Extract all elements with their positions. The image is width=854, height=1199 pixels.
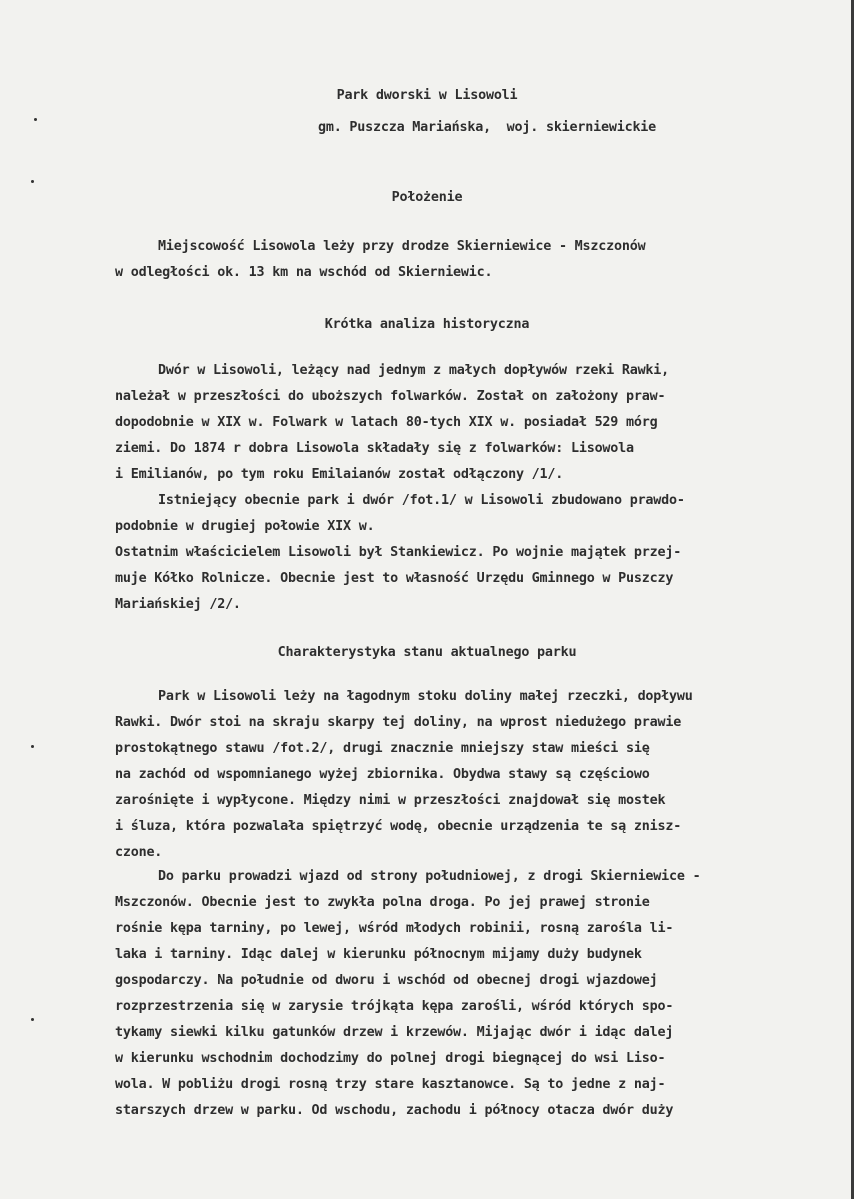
paragraph-line: w odległości ok. 13 km na wschód od Skierniewic. [115,265,493,280]
paragraph-line: Do parku prowadzi wjazd od strony południowej, z drogi Skierniewice - [158,869,701,884]
paragraph-line: na zachód od wspomnianego wyżej zbiornika. Obydwa stawy są częściowo [115,767,650,782]
paragraph-line: wola. W pobliżu drogi rosną trzy stare kasztanowce. Są to jedne z naj- [115,1077,666,1092]
paragraph-line: Park w Lisowoli leży na łagodnym stoku doliny małej rzeczki, dopływu [158,689,693,704]
paragraph-line: tykamy siewki kilku gatunków drzew i krzewów. Mijając dwór i idąc dalej [115,1025,674,1040]
paragraph-line: i Emilianów, po tym roku Emilaianów został odłączony /1/. [115,467,564,482]
paragraph-line: laka i tarniny. Idąc dalej w kierunku północnym mijamy duży budynek [115,947,642,962]
paragraph-line: ziemi. Do 1874 r dobra Lisowola składały się z folwarków: Lisowola [115,441,634,456]
margin-mark [34,118,37,121]
section-heading-charakterystyka: Charakterystyka stanu aktualnego parku [277,645,577,660]
margin-mark [31,1018,34,1021]
margin-mark [31,745,34,748]
paragraph-line: rozprzestrzenia się w zarysie trójkąta kępa zarośli, wśród których spo- [115,999,674,1014]
paragraph-line: Dwór w Lisowoli, leżący nad jednym z małych dopływów rzeki Rawki, [158,363,670,378]
paragraph-line: Istniejący obecnie park i dwór /fot.1/ w Lisowoli zbudowano prawdo- [158,493,685,508]
paragraph-line: zarośnięte i wypłycone. Między nimi w przeszłości znajdował się mostek [115,793,666,808]
paragraph-line: podobnie w drugiej połowie XIX w. [115,519,375,534]
paragraph-line: i śluza, która pozwalała spiętrzyć wodę, obecnie urządzenia te są znisz- [115,819,682,834]
paragraph-line: Ostatnim właścicielem Lisowoli był Stankiewicz. Po wojnie majątek przej- [115,545,682,560]
section-heading-polozenie: Położenie [391,190,463,205]
margin-mark [31,180,34,183]
paragraph-line: czone. [115,845,163,860]
paragraph-line: starszych drzew w parku. Od wschodu, zachodu i północy otacza dwór duży [115,1103,674,1118]
paragraph-line: Mariańskiej /2/. [115,597,241,612]
paragraph-line: prostokątnego stawu /fot.2/, drugi znacznie mniejszy staw mieści się [115,741,650,756]
paragraph-line: dopodobnie w XIX w. Folwark w latach 80-tych XIX w. posiadał 529 mórg [115,415,658,430]
paragraph-line: w kierunku wschodnim dochodzimy do polnej drogi biegnącej do wsi Liso- [115,1051,666,1066]
paragraph-line: gospodarczy. Na południe od dworu i wschód od obecnej drogi wjazdowej [115,973,658,988]
document-subtitle: gm. Puszcza Mariańska, woj. skierniewickie [317,120,657,135]
document-title: Park dworski w Lisowoli [336,88,518,103]
paragraph-line: muje Kółko Rolnicze. Obecnie jest to własność Urzędu Gminnego w Puszczy [115,571,674,586]
paragraph-line: Mszczonów. Obecnie jest to zwykła polna droga. Po jej prawej stronie [115,895,650,910]
paragraph-line: Miejscowość Lisowola leży przy drodze Skierniewice - Mszczonów [158,239,646,254]
paragraph-line: Rawki. Dwór stoi na skraju skarpy tej doliny, na wprost niedużego prawie [115,715,682,730]
section-heading-analiza: Krótka analiza historyczna [324,317,530,332]
paragraph-line: należał w przeszłości do uboższych folwarków. Został on założony praw- [115,389,666,404]
paragraph-line: rośnie kępa tarniny, po lewej, wśród młodych robinii, rosną zarośla li- [115,921,674,936]
